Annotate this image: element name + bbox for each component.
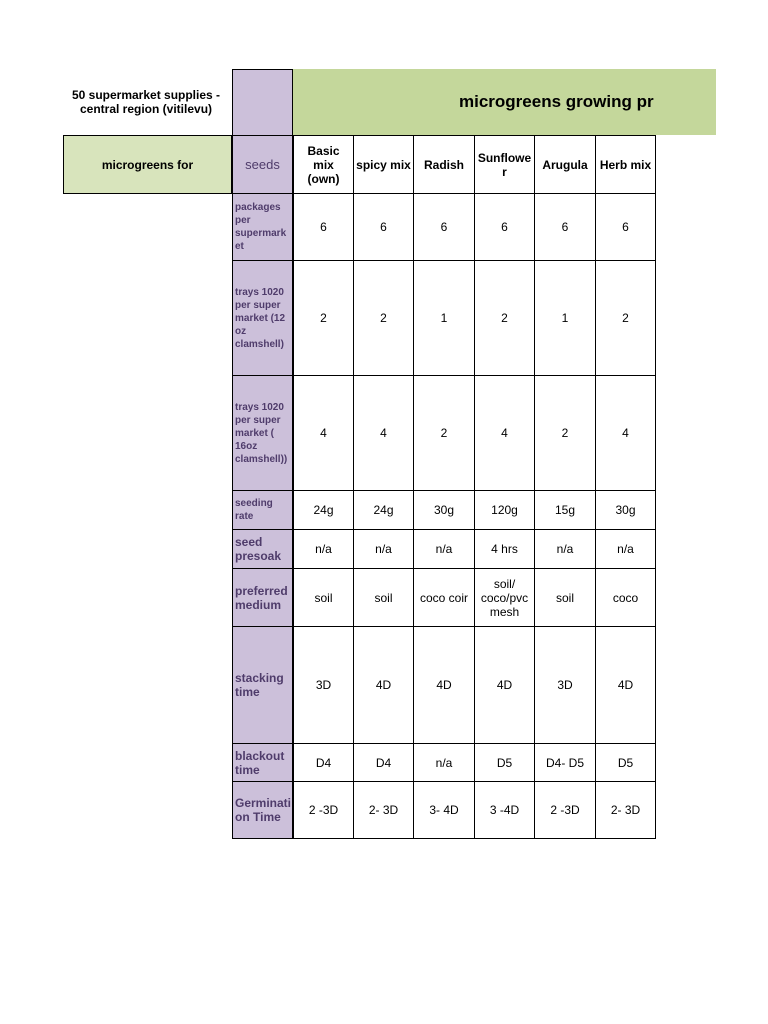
row-label-stacking-time: stacking time xyxy=(232,626,293,744)
table-cell: n/a xyxy=(534,529,596,569)
table-cell: 4D xyxy=(413,626,475,744)
seeds-column-top xyxy=(232,69,293,136)
table-cell: 2 -3D xyxy=(534,781,596,839)
table-cell: 6 xyxy=(534,193,596,261)
microgreens-for-header: microgreens for xyxy=(63,135,232,194)
table-cell: soil/ coco/pvc mesh xyxy=(474,568,535,627)
table-cell: soil xyxy=(534,568,596,627)
table-cell: 15g xyxy=(534,490,596,530)
table-cell: 30g xyxy=(413,490,475,530)
table-cell: soil xyxy=(293,568,354,627)
table-cell: 2 xyxy=(595,260,656,376)
row-label-trays-16oz: trays 1020 per super market ( 16oz clamshell)) xyxy=(232,375,293,491)
table-cell: 4D xyxy=(353,626,414,744)
table-cell: n/a xyxy=(413,529,475,569)
table-cell: 6 xyxy=(413,193,475,261)
table-cell: 4 xyxy=(474,375,535,491)
table-cell: coco xyxy=(595,568,656,627)
table-cell: 4D xyxy=(595,626,656,744)
table-cell: D5 xyxy=(474,743,535,782)
table-cell: 2 xyxy=(293,260,354,376)
row-label-seeding-rate: seeding rate xyxy=(232,490,293,530)
seeds-header: seeds xyxy=(232,135,293,194)
table-cell: D5 xyxy=(595,743,656,782)
table-cell: 4 hrs xyxy=(474,529,535,569)
table-cell: 6 xyxy=(595,193,656,261)
table-cell: 6 xyxy=(474,193,535,261)
col-header-sunflower: Sunflowe r xyxy=(474,135,535,194)
col-header-basic-mix: Basic mix (own) xyxy=(293,135,354,194)
table-cell: 2 xyxy=(534,375,596,491)
row-label-seed-presoak: seed presoak xyxy=(232,529,293,569)
region-note: 50 supermarket supplies - central region (vitilevu) xyxy=(71,88,221,116)
banner-title: microgreens growing pr xyxy=(293,69,716,135)
table-cell: 30g xyxy=(595,490,656,530)
table-cell: 24g xyxy=(353,490,414,530)
table-cell: 6 xyxy=(353,193,414,261)
row-label-germination-time: Germinati on Time xyxy=(232,781,293,839)
table-cell: 3 -4D xyxy=(474,781,535,839)
table-cell: coco coir xyxy=(413,568,475,627)
table-cell: n/a xyxy=(413,743,475,782)
table-cell: soil xyxy=(353,568,414,627)
row-label-trays-12oz: trays 1020 per super market (12 oz clamshell) xyxy=(232,260,293,376)
table-cell: 2- 3D xyxy=(595,781,656,839)
table-cell: 4 xyxy=(353,375,414,491)
row-label-packages: packages per supermark et xyxy=(232,193,293,261)
table-cell: 4 xyxy=(293,375,354,491)
table-cell: n/a xyxy=(293,529,354,569)
table-cell: 6 xyxy=(293,193,354,261)
table-cell: D4 xyxy=(293,743,354,782)
table-cell: 2- 3D xyxy=(353,781,414,839)
table-cell: 2 xyxy=(353,260,414,376)
table-cell: 24g xyxy=(293,490,354,530)
table-cell: n/a xyxy=(595,529,656,569)
col-header-herb-mix: Herb mix xyxy=(595,135,656,194)
table-cell: n/a xyxy=(353,529,414,569)
table-cell: 3- 4D xyxy=(413,781,475,839)
table-cell: D4- D5 xyxy=(534,743,596,782)
table-cell: 2 -3D xyxy=(293,781,354,839)
table-cell: 3D xyxy=(534,626,596,744)
table-cell: 4D xyxy=(474,626,535,744)
table-cell: 1 xyxy=(413,260,475,376)
table-cell: 4 xyxy=(595,375,656,491)
table-cell: 2 xyxy=(413,375,475,491)
table-cell: 120g xyxy=(474,490,535,530)
col-header-radish: Radish xyxy=(413,135,475,194)
row-label-blackout-time: blackout time xyxy=(232,743,293,782)
col-header-arugula: Arugula xyxy=(534,135,596,194)
col-header-spicy-mix: spicy mix xyxy=(353,135,414,194)
table-cell: 1 xyxy=(534,260,596,376)
table-cell: 3D xyxy=(293,626,354,744)
table-cell: 2 xyxy=(474,260,535,376)
table-cell: D4 xyxy=(353,743,414,782)
row-label-preferred-medium: preferred medium xyxy=(232,568,293,627)
